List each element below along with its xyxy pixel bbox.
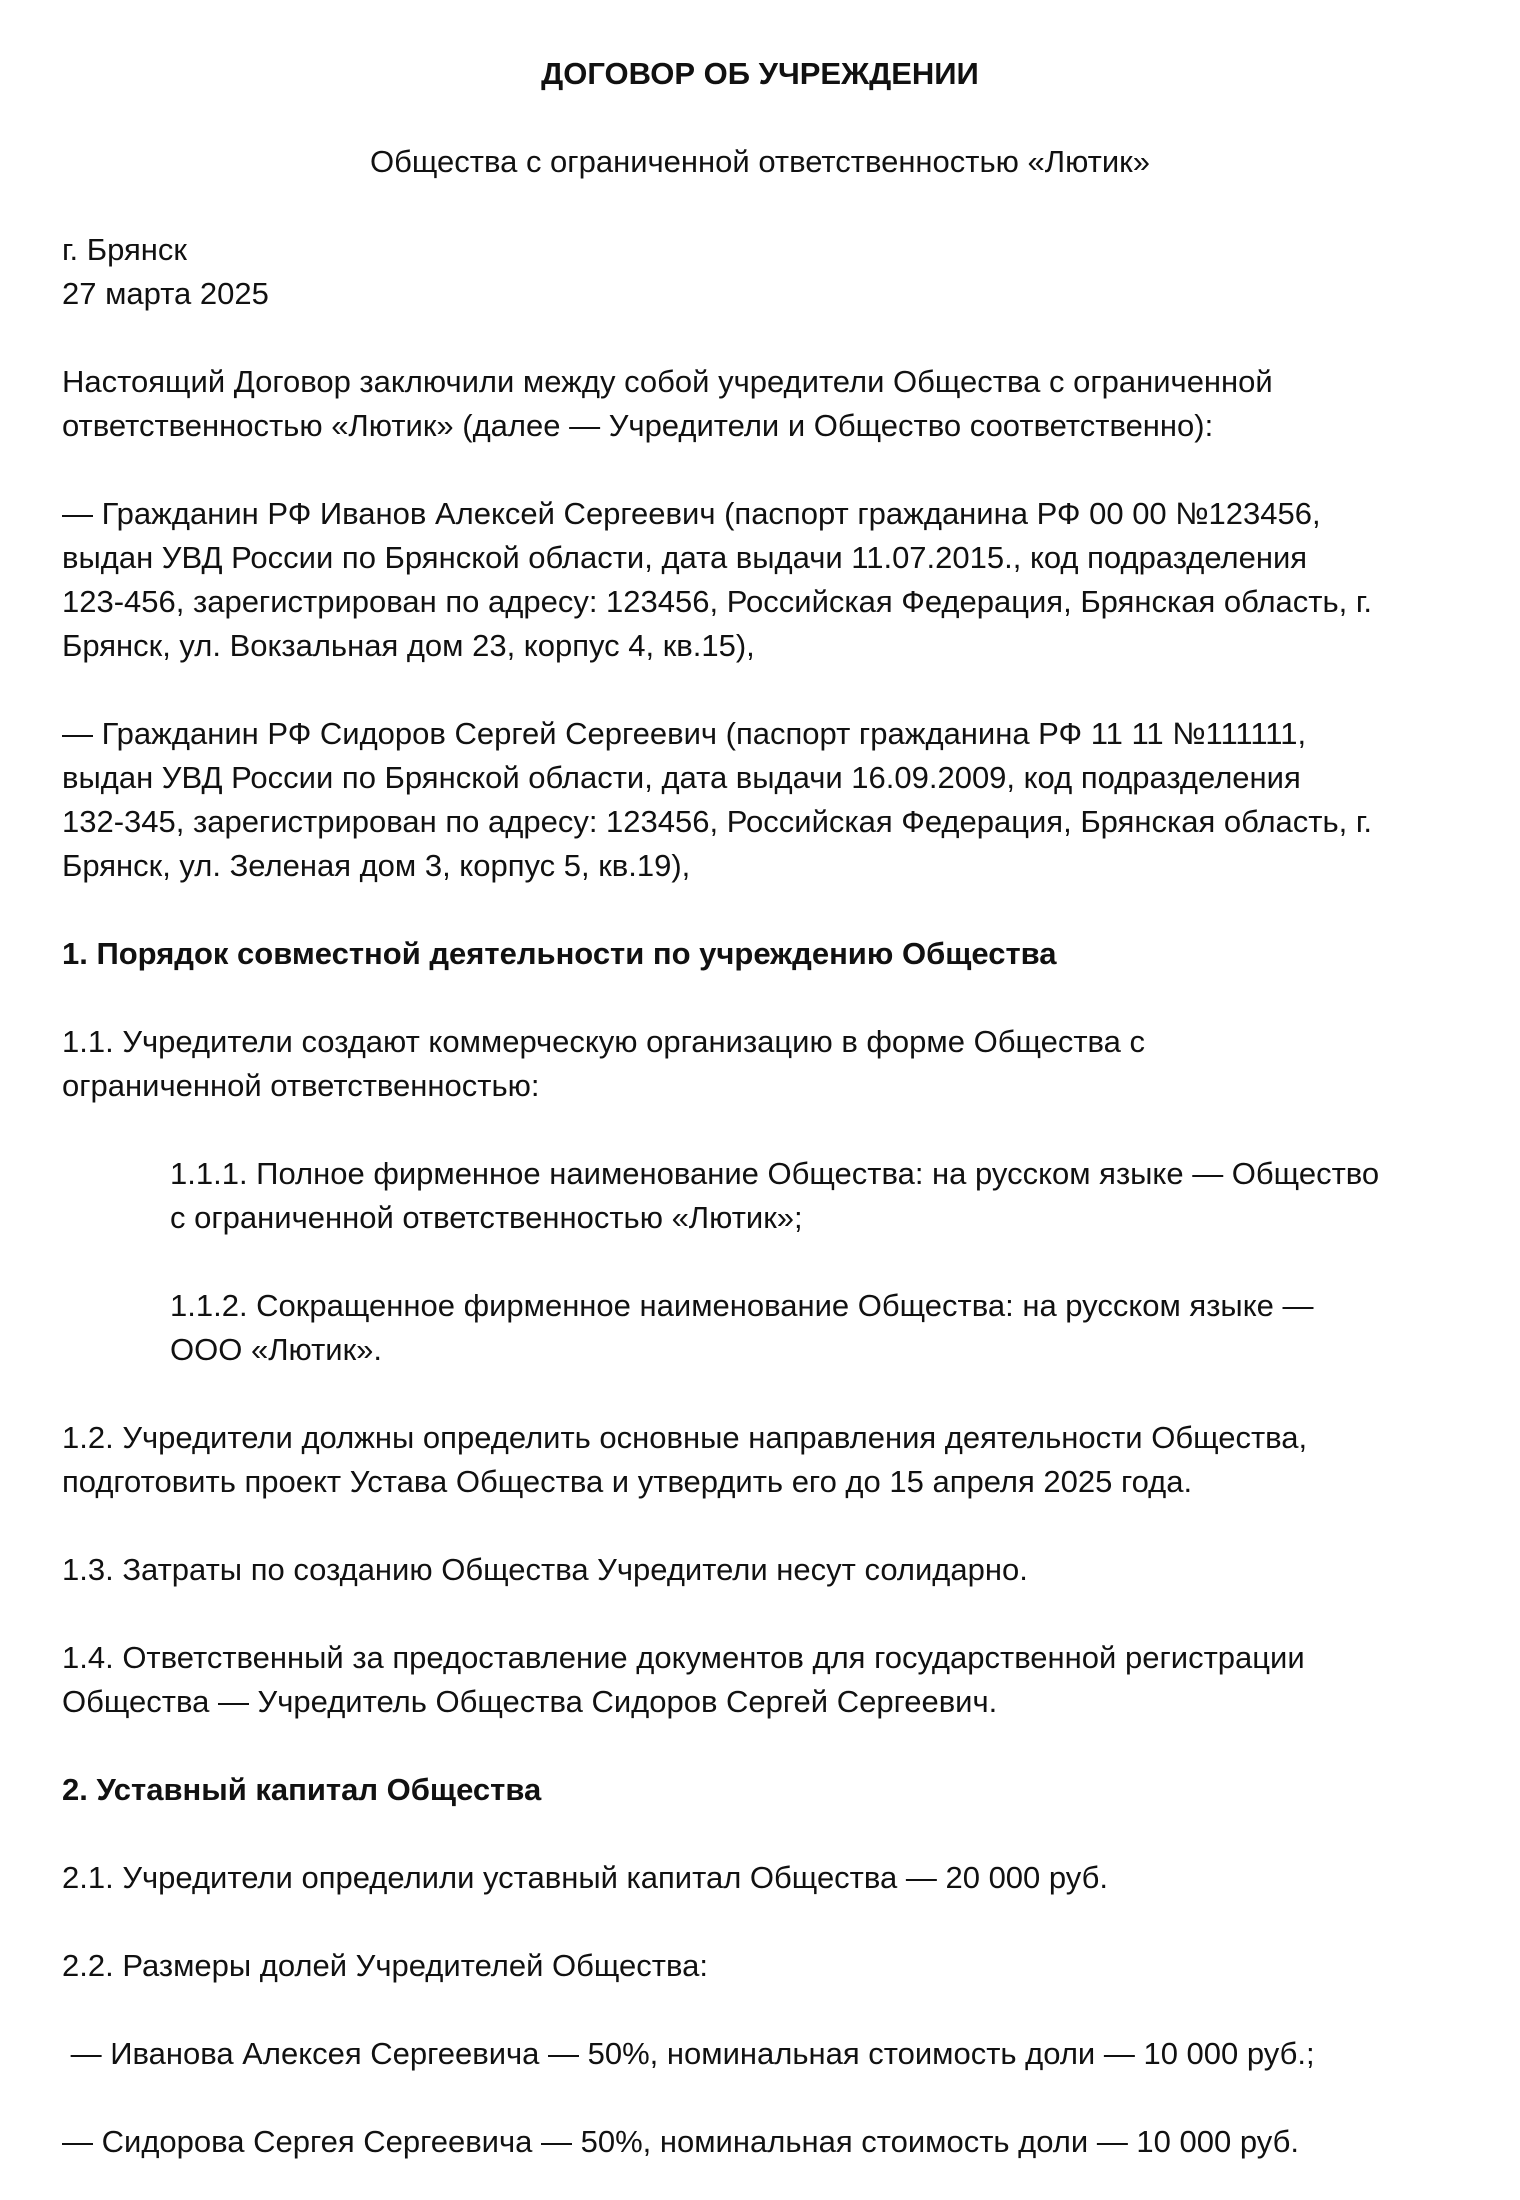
document-title: ДОГОВОР ОБ УЧРЕЖДЕНИИ	[541, 56, 979, 91]
clause-1-1-2	[170, 1284, 1482, 1372]
document-subtitle: Общества с ограниченной ответственностью «Лютик»	[370, 144, 1150, 179]
text-line: 1.4. Ответственный за предоставление документов для государственной регистрации	[62, 1640, 1305, 1675]
text-line: 1.1.1. Полное фирменное наименование Общества: на русском языке — Общество	[170, 1156, 1380, 1191]
founder-1-paragraph	[62, 492, 1482, 668]
text-line: Брянск, ул. Вокзальная дом 23, корпус 4, кв.15),	[62, 628, 755, 663]
clause-2-2: 2.2. Размеры долей Учредителей Общества:	[62, 1948, 708, 1983]
text-line: ответственностью «Лютик» (далее — Учредители и Общество соответственно):	[62, 408, 1214, 443]
clause-1-2	[62, 1416, 1482, 1504]
text-line: 1.3. Затраты по созданию Общества Учредители несут солидарно.	[62, 1552, 1028, 1587]
place-date	[62, 228, 1482, 316]
clause-1-1	[62, 1020, 1482, 1108]
text-line: ограниченной ответственностью:	[62, 1068, 540, 1103]
text-line: подготовить проект Устава Общества и утвердить его до 15 апреля 2025 года.	[62, 1464, 1193, 1499]
text-line: ООО «Лютик».	[170, 1332, 383, 1367]
text-line: выдан УВД России по Брянской области, дата выдачи 11.07.2015., код подразделения	[62, 540, 1308, 575]
text-line: Настоящий Договор заключили между собой учредители Общества с ограниченной	[62, 364, 1273, 399]
text-line: выдан УВД России по Брянской области, дата выдачи 16.09.2009, код подразделения	[62, 760, 1301, 795]
share-line-2: — Сидорова Сергея Сергеевича — 50%, номинальная стоимость доли — 10 000 руб.	[62, 2124, 1299, 2159]
text-line: — Гражданин РФ Иванов Алексей Сергеевич (паспорт гражданина РФ 00 00 №123456,	[62, 496, 1321, 531]
clause-2-1: 2.1. Учредители определили уставный капитал Общества — 20 000 руб.	[62, 1860, 1109, 1895]
clause-1-3	[62, 1548, 1482, 1592]
clause-1-1-1	[170, 1152, 1482, 1240]
section-2-heading: 2. Уставный капитал Общества	[62, 1772, 542, 1807]
share-line-1: — Иванова Алексея Сергеевича — 50%, номинальная стоимость доли — 10 000 руб.;	[62, 2036, 1315, 2071]
text-line: 123-456, зарегистрирован по адресу: 123456, Российская Федерация, Брянская область, г.	[62, 584, 1372, 619]
intro-paragraph	[62, 360, 1482, 448]
contract-date: 27 марта 2025	[62, 276, 269, 311]
section-1-heading: 1. Порядок совместной деятельности по учреждению Общества	[62, 936, 1057, 971]
text-line: Брянск, ул. Зеленая дом 3, корпус 5, кв.19),	[62, 848, 691, 883]
text-line: с ограниченной ответственностью «Лютик»;	[170, 1200, 803, 1235]
text-line: 1.1. Учредители создают коммерческую организацию в форме Общества с	[62, 1024, 1146, 1059]
clause-1-4	[62, 1636, 1482, 1724]
text-line: 1.2. Учредители должны определить основные направления деятельности Общества,	[62, 1420, 1308, 1455]
founder-2-paragraph	[62, 712, 1482, 888]
text-line: Общества — Учредитель Общества Сидоров Сергей Сергеевич.	[62, 1684, 998, 1719]
text-line: 132-345, зарегистрирован по адресу: 123456, Российская Федерация, Брянская область, г.	[62, 804, 1372, 839]
text-line: 1.1.2. Сокращенное фирменное наименование Общества: на русском языке —	[170, 1288, 1314, 1323]
city: г. Брянск	[62, 232, 187, 267]
text-line: — Гражданин РФ Сидоров Сергей Сергеевич (паспорт гражданина РФ 11 11 №111111,	[62, 716, 1307, 751]
